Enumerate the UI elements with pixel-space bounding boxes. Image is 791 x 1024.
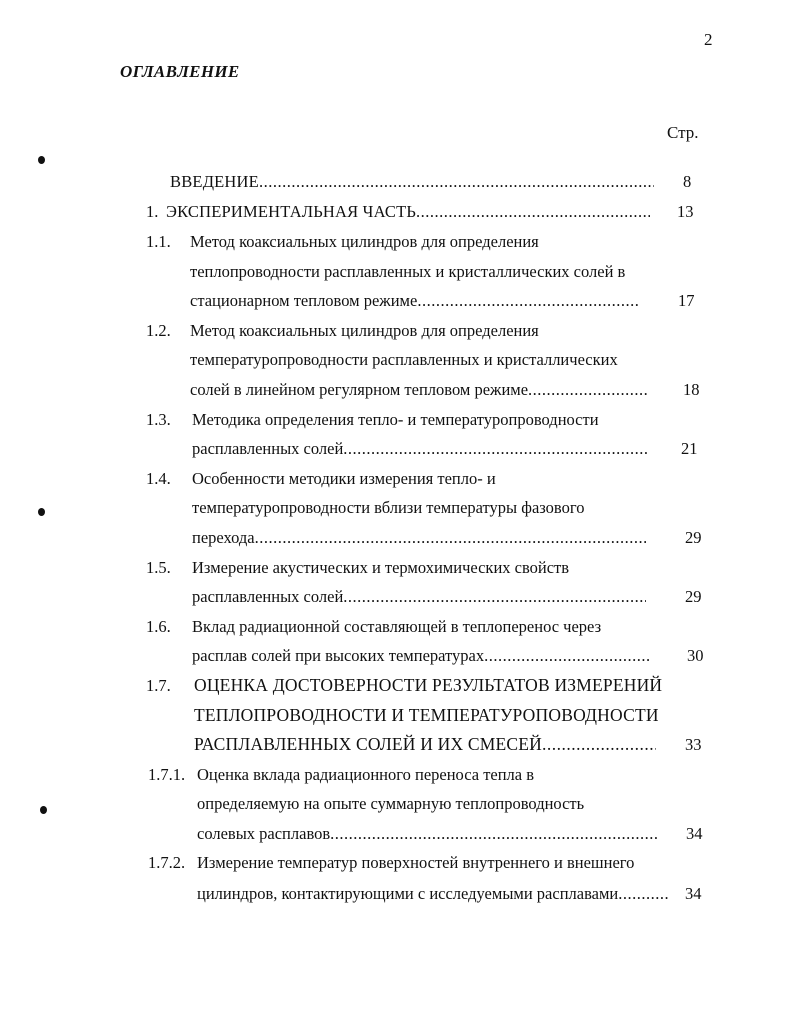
- page-title: ОГЛАВЛЕНИЕ: [120, 62, 240, 81]
- toc-entry-line: Методика определения тепло- и температуропроводности: [192, 410, 599, 429]
- toc-entry-line: солей в линейном регулярном тепловом режиме .....: [190, 380, 648, 400]
- toc-entry-line: перехода .....: [192, 528, 646, 548]
- toc-entry-page: 13: [677, 202, 694, 221]
- toc-entry-line: ОЦЕНКА ДОСТОВЕРНОСТИ РЕЗУЛЬТАТОВ ИЗМЕРЕНИЙ: [194, 675, 663, 695]
- binder-hole-mark: [38, 508, 45, 516]
- toc-entry-number: 1.6.: [146, 617, 171, 636]
- page-number: 2: [704, 30, 713, 49]
- toc-entry-line: Измерение акустических и термохимических свойств: [192, 558, 570, 577]
- page-column-label: Стр.: [667, 123, 699, 142]
- toc-entry-page: 30: [687, 646, 704, 665]
- toc-entry-line: РАСПЛАВЛЕННЫХ СОЛЕЙ И ИХ СМЕСЕЙ .....: [194, 734, 656, 755]
- toc-entry-line: Оценка вклада радиационного переноса тепла в: [197, 765, 535, 784]
- toc-entry-number: 1.5.: [146, 558, 171, 577]
- toc-entry-line: цилиндров, контактирующими с исследуемыми расплавами .....: [197, 884, 668, 904]
- toc-entry-page: 34: [686, 824, 703, 843]
- toc-entry-line: теплопроводности расплавленных и кристаллических солей в: [190, 262, 626, 281]
- toc-entry-number: 1.2.: [146, 321, 171, 340]
- toc-entry-page: 18: [683, 380, 700, 399]
- toc-entry-line: температуропроводности вблизи температуры фазового: [192, 498, 585, 517]
- binder-hole-mark: [38, 156, 45, 164]
- toc-entry-page: 29: [685, 587, 702, 606]
- binder-hole-mark: [40, 806, 47, 814]
- toc-entry-line: ТЕПЛОПРОВОДНОСТИ И ТЕМПЕРАТУРОПОВОДНОСТИ: [194, 705, 659, 725]
- toc-entry-line: солевых расплавов .....: [197, 824, 657, 844]
- toc-entry-page: 8: [683, 172, 692, 191]
- toc-entry-line: определяемую на опыте суммарную теплопроводность: [197, 794, 585, 813]
- toc-entry-line: Вклад радиационной составляющей в теплоперенос через: [192, 617, 602, 636]
- toc-entry-line: Особенности методики измерения тепло- и: [192, 469, 496, 488]
- toc-entry-number: 1.7.1.: [148, 765, 186, 784]
- toc-entry-line: температуропроводности расплавленных и кристаллических: [190, 350, 618, 369]
- toc-entry-number: 1.7.: [146, 676, 171, 695]
- toc-entry-line: Метод коаксиальных цилиндров для определения: [190, 232, 539, 251]
- toc-entry-line: стационарном тепловом режиме .....: [190, 291, 638, 311]
- toc-entry-page: 17: [678, 291, 695, 310]
- toc-entry-number: 1.: [146, 202, 159, 221]
- toc-entry-line: расплавленных солей .....: [192, 439, 648, 459]
- toc-entry-page: 33: [685, 735, 702, 754]
- toc-entry-number: 1.1.: [146, 232, 171, 251]
- toc-entry-number: 1.4.: [146, 469, 171, 488]
- toc-entry-line: ЭКСПЕРИМЕНТАЛЬНАЯ ЧАСТЬ .....: [166, 202, 650, 222]
- toc-entry-line: расплав солей при высоких температурах .....: [192, 646, 650, 666]
- toc-entry-page: 34: [685, 884, 702, 903]
- toc-entry-number: 1.7.2.: [148, 853, 186, 872]
- toc-entry-line: расплавленных солей .....: [192, 587, 646, 607]
- toc-entry-line: Измерение температур поверхностей внутреннего и внешнего: [197, 853, 635, 872]
- toc-entry-number: 1.3.: [146, 410, 171, 429]
- toc-entry-page: 21: [681, 439, 698, 458]
- toc-entry-line: ВВЕДЕНИЕ .....: [170, 172, 654, 192]
- toc-entry-line: Метод коаксиальных цилиндров для определения: [190, 321, 539, 340]
- toc-entry-page: 29: [685, 528, 702, 547]
